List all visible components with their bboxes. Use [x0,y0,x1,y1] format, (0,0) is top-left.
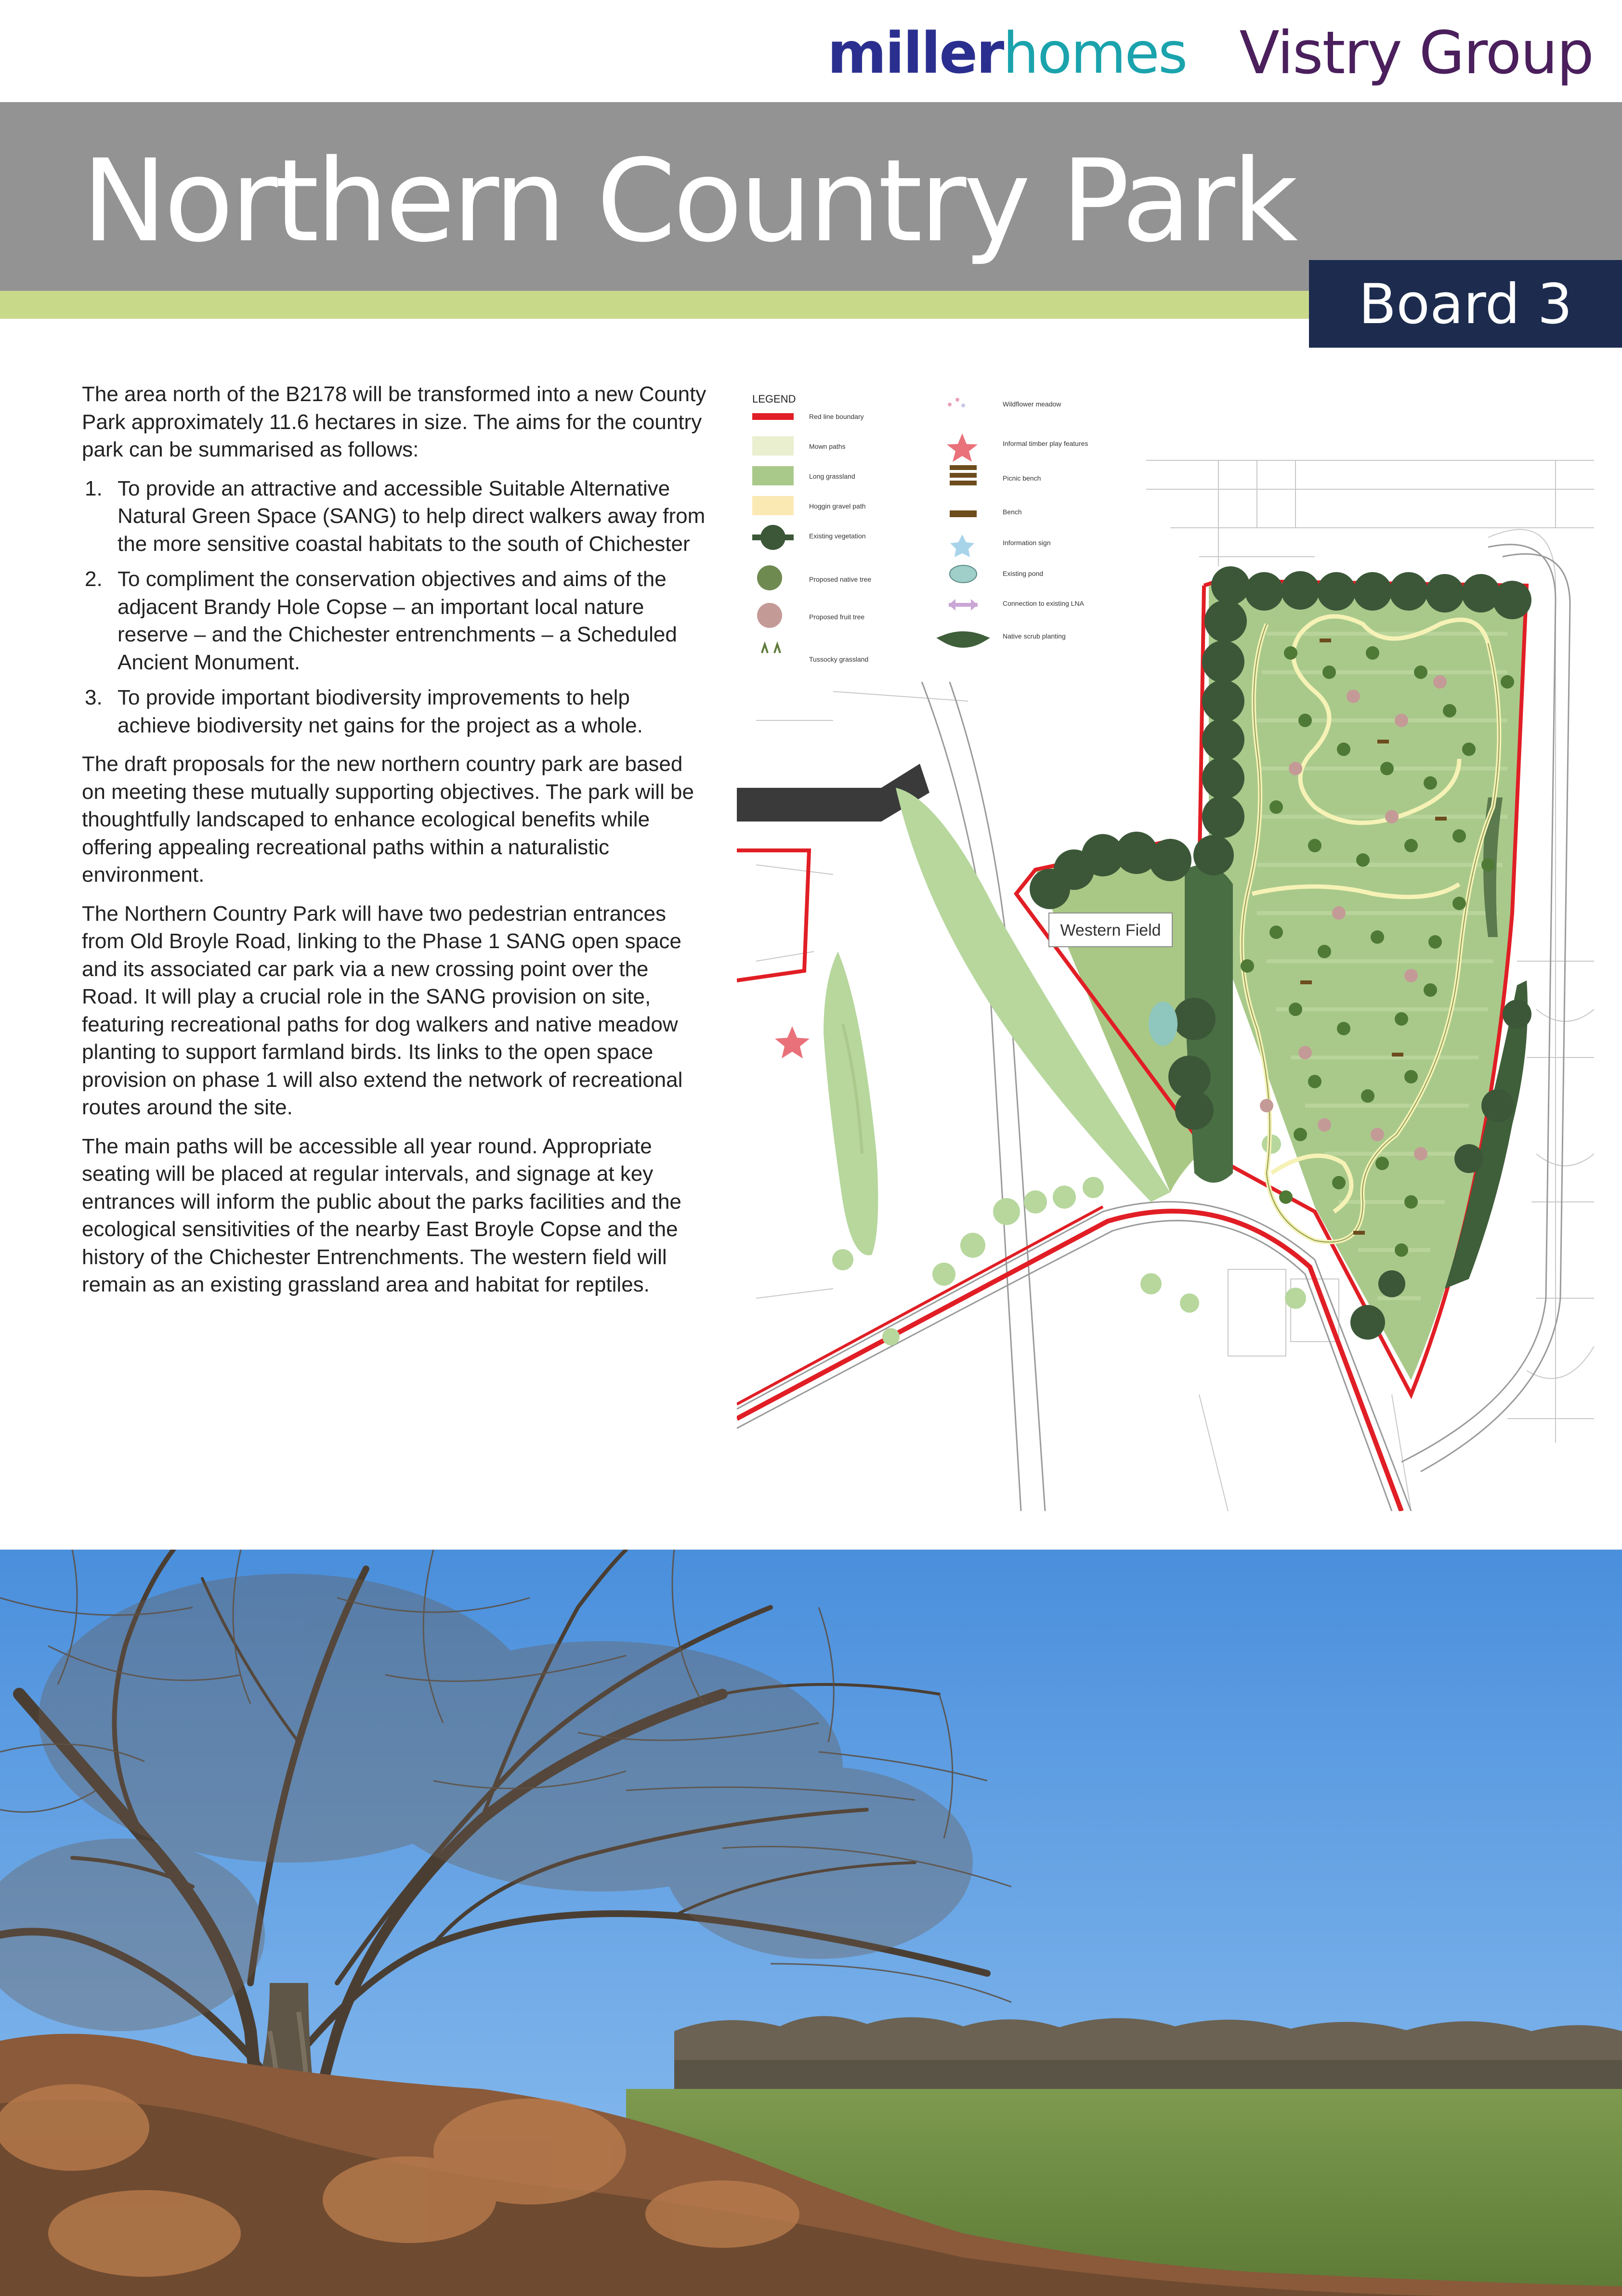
legend-label: Hoggin gravel path [809,502,866,510]
entrances-paragraph: The Northern Country Park will have two pedestrian entrances from Old Broyle Road, linking to the Phase 1 SANG open space and its associated car park via a new crossing point over the Road. It will play a crucial role in the SANG provision on site, featuring recreational paths for dog walkers and native meadow planting to support farmland birds. Its links to the open space provision on phase 1 will also extend the network of recreational routes around the site. [82,901,683,1119]
legend-label: Wildflower meadow [1003,400,1061,408]
miller-logo-light: homes [1003,20,1187,86]
body-text [82,380,708,1310]
legend-label: Long grassland [809,472,855,480]
legend-title: LEGEND [752,393,796,405]
aim-item [82,565,708,676]
miller-logo-bold: miller [827,20,1003,86]
legend-label: Proposed native tree [809,575,872,583]
legend-label: Bench [1003,508,1022,516]
legend-label: Information sign [1003,539,1051,547]
masterplan-map [737,383,1599,1511]
intro-paragraph: The area north of the B2178 will be transformed into a new County Park approximately 11.6 hectares in size. The aims for the country park can be summarised as follows: [82,382,706,461]
aim-text: To provide an attractive and accessible Suitable Alternative Natural Green Space (SANG) to help direct walkers away from the more sensitive coastal habitats to the south of Chichester [118,476,706,556]
legend-label: Red line boundary [809,413,864,420]
aim-item [82,684,708,739]
landscape-photo [0,1550,1622,2296]
aim-text: To provide important biodiversity improvements to help achieve biodiversity net gains for the project as a whole. [118,686,643,737]
western-field-label: Western Field [1060,921,1161,939]
legend-label: Existing vegetation [809,532,866,540]
legend-label: Picnic bench [1003,474,1041,482]
aim-text: To compliment the conservation objectives and aims of the adjacent Brandy Hole Copse – an important local nature reserve – and the Chichester entrenchments – a Scheduled Ancient Monument. [118,567,677,674]
legend-label: Connection to existing LNA [1003,600,1084,607]
legend-label: Mown paths [809,443,846,450]
vistry-group-logo: Vistry Group [1239,19,1593,87]
proposals-paragraph: The draft proposals for the new northern country park are based on meeting these mutually supporting objectives. The park will be thoughtfully landscaped to enhance ecological benefits while offering appealing recreational paths within a naturalistic environment. [82,752,694,887]
aims-list [82,475,708,740]
aim-number: 2. [85,567,103,591]
legend-label: Native scrub planting [1003,632,1066,640]
aim-number: 3. [85,686,103,709]
paths-paragraph: The main paths will be accessible all year round. Appropriate seating will be placed at regular intervals, and signage at key entrances will inform the public about the parks facilities and the ecological sensitivities of the nearby East Broyle Copse and the history of the Chichester Entrenchments. The western field will remain as an existing grassland area and habitat for reptiles. [82,1134,681,1296]
legend-label: Proposed fruit tree [809,613,865,621]
miller-homes-logo [827,20,1187,86]
legend-label: Existing pond [1003,570,1044,577]
aim-item [82,475,708,558]
logo-bar [827,19,1593,87]
board-badge: Board 3 [1309,260,1622,348]
aim-number: 1. [85,476,103,500]
accent-strip [0,291,1310,319]
legend-label: Tussocky grassland [809,655,869,663]
legend-label: Informal timber play features [1003,440,1088,447]
page-title: Northern Country Park [82,135,1295,267]
